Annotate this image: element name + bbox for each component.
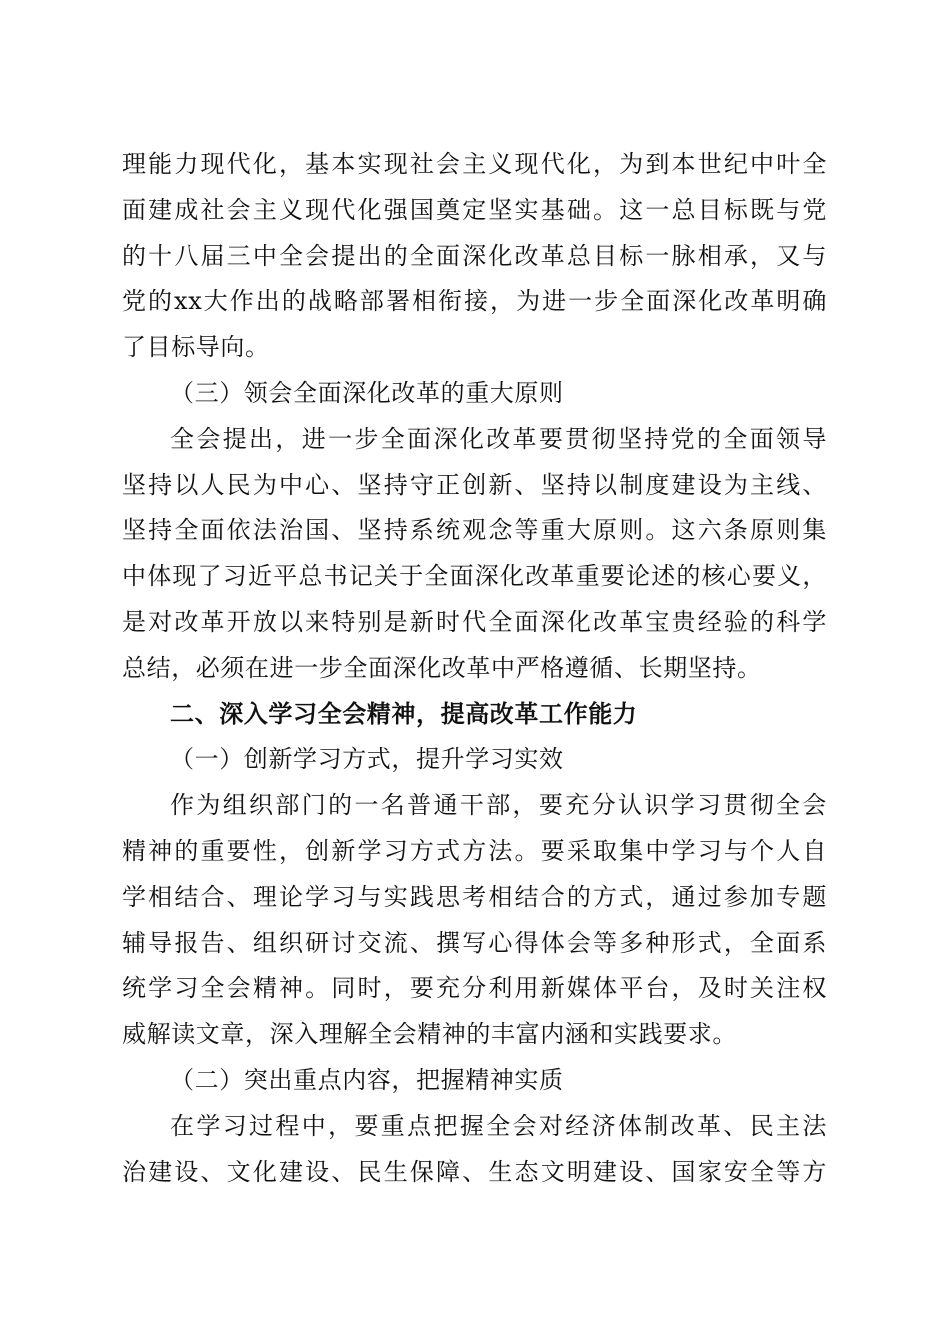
paragraph-line: 党的xx大作出的战略部署相衔接，为进一步全面深化改革明确: [122, 287, 827, 316]
paragraph-line: 学相结合、理论学习与实践思考相结合的方式，通过参加专题: [122, 882, 827, 911]
paragraph-line: 总结，必须在进一步全面深化改革中严格遵循、长期坚持。: [122, 653, 762, 682]
paragraph-line: 的十八届三中全会提出的全面深化改革总目标一脉相承，又与: [122, 241, 827, 270]
paragraph-line: 治建设、文化建设、民生保障、生态文明建设、国家安全等方: [122, 1157, 827, 1186]
paragraph-line: 坚持全面依法治国、坚持系统观念等重大原则。这六条原则集: [122, 516, 827, 545]
paragraph-line: 统学习全会精神。同时，要充分利用新媒体平台，及时关注权: [122, 974, 827, 1003]
paragraph-line: 中体现了习近平总书记关于全面深化改革重要论述的核心要义，: [122, 562, 827, 591]
paragraph-line: 面建成社会主义现代化强国奠定坚实基础。这一总目标既与党: [122, 195, 827, 224]
paragraph-line: 辅导报告、组织研讨交流、撰写心得体会等多种形式，全面系: [122, 928, 827, 957]
paragraph-line: 全会提出，进一步全面深化改革要贯彻坚持党的全面领导: [170, 424, 827, 453]
subheading: （一）创新学习方式，提升学习实效: [170, 745, 564, 774]
paragraph-line: 作为组织部门的一名普通干部，要充分认识学习贯彻全会: [170, 791, 827, 820]
paragraph-line: 坚持以人民为中心、坚持守正创新、坚持以制度建设为主线、: [122, 470, 827, 499]
subheading: （三）领会全面深化改革的重大原则: [170, 378, 564, 407]
paragraph-line: 精神的重要性，创新学习方式方法。要采取集中学习与个人自: [122, 836, 827, 865]
paragraph-line: 理能力现代化，基本实现社会主义现代化，为到本世纪中叶全: [122, 150, 827, 178]
paragraph-line: 威解读文章，深入理解全会精神的丰富内涵和实践要求。: [122, 1020, 737, 1049]
section-heading: 二、深入学习全会精神，提高改革工作能力: [170, 699, 638, 728]
document-body: [122, 142, 827, 1195]
subheading: （二）突出重点内容，把握精神实质: [170, 1065, 564, 1094]
paragraph-line: 在学习过程中，要重点把握全会对经济体制改革、民主法: [170, 1111, 827, 1140]
paragraph-line: 了目标导向。: [122, 333, 270, 362]
paragraph-line: 是对改革开放以来特别是新时代全面深化改革宝贵经验的科学: [122, 607, 827, 636]
